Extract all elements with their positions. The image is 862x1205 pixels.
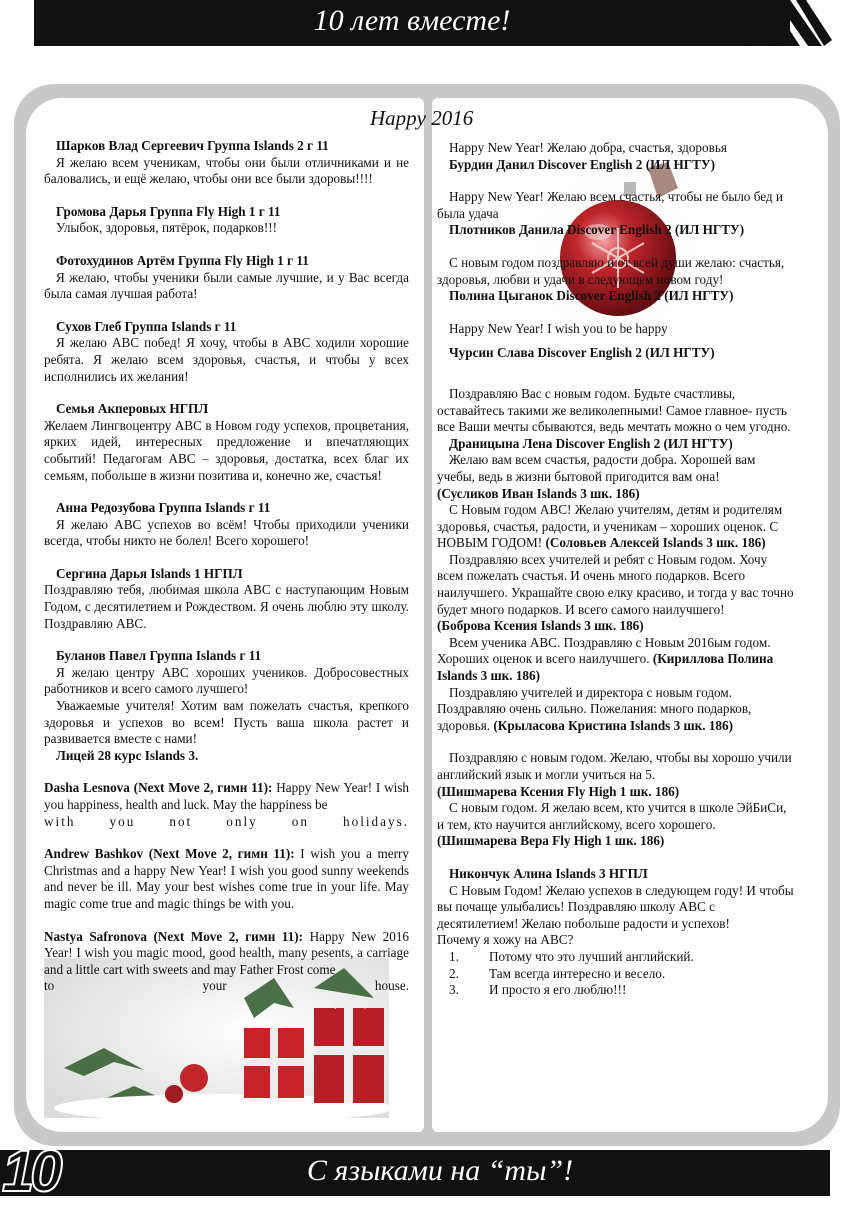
author-name: (Соловьев Алексей Islands 3 шк. 186) [545,535,766,551]
greeting-text: Happy New Year! Желаю добра, счастья, здоровья [449,140,727,155]
greeting-text: Я желаю АВС побед! Я хочу, чтобы в АВС ходили хорошие ребята. Я желаю всем здоровья, счастья, и чтобы у всех исполнились их желания! [44,335,409,384]
greeting-text: Поздравляю учителей и директора с новым годом. Поздравляю очень сильно. Пожелания: много подарков, здоровья. [437,684,752,733]
author-name: (Шишмарева Ксения Fly High 1 шк. 186) [437,783,680,799]
greeting-text: Happy New 2016 Year! I wish you magic mood, good health, many pesents, a carriage and a little cart with sweets and may Father Frost come [44,928,410,977]
author-name: Анна Редозубова Группа Islands г 11 [56,500,271,516]
greeting-text: Happy New Year! I wish you happiness, health and luck. May the happiness be [44,780,409,812]
author-name: Семья Акперовых НГПЛ [56,401,209,417]
page-number: 10 [2,1139,59,1204]
author-name: Чурсин Слава Discover English 2 (ИЛ НГТУ) [449,345,715,361]
greeting-text-tail: with you not only on holidays. [44,813,409,829]
greeting-text: Я желаю, чтобы ученики были самые лучшие, и у Вас всегда была самая лучшая работа! [44,269,409,302]
greeting-text: Уважаемые учителя! Хотим вам пожелать счастья, крепкого здоровья и успехов во всем! Пусть ваша школа растет и развивается вместе с нами! [44,698,409,747]
right-column [437,140,795,999]
author-name: Фотохудинов Артём Группа Fly High 1 г 11 [56,252,309,268]
greeting-text: Желаем Лингвоцентру АВС в Новом году успехов, процветания, ярких идей, интересных предложение и впечатляющих событий! Педагогам АВС – здоровья, достатка, всех благ их семьям, побольше в жизни позитива и, конечно же, счастья! [44,417,409,483]
author-name: Шарков Влад Сергеевич Группа Islands 2 г 11 [56,138,329,153]
author-name: Плотников Данила Discover English 2 (ИЛ НГТУ) [449,222,745,238]
author-name: Andrew Bashkov (Next Move 2, гимн 11): [44,846,295,862]
left-column [44,138,409,995]
question-text: Почему я хожу на АВС? [437,932,574,948]
greeting-text: Happy New Year! Желаю всем счастья, чтобы не было бед и была удача [437,189,783,221]
author-name: Сергина Дарья Islands 1 НГПЛ [56,565,243,581]
greeting-text: С Новым годом АВС! Желаю учителям, детям и родителям здоровья, счастья, радости, и ученикам – хороших оценок. С НОВЫМ ГОДОМ! [437,502,783,551]
footer-title: С языками на “ты”! [306,1154,574,1187]
greeting-text: Я желаю центру АВС хороших учеников. Добросовестных работников и всего самого лучшего! [44,664,409,697]
author-name: Полина Цыганок Discover English 2 (ИЛ НГТУ) [449,288,734,304]
author-name: Лицей 28 курс Islands 3. [56,747,199,763]
greeting-text: Поздравляю с новым годом. Желаю, чтобы вы хорошо учили английский язык и могли учиться на 5. [437,750,792,782]
greeting-text: Поздравляю Вас с новым годом. Будьте счастливы, оставайтесь такими же великолепными! Самое главное- пусть все Ваши мечты сбываются, ведь мечтать можно о чем угодно. [437,385,791,435]
corner-stripes-decoration [722,0,832,50]
greeting-text: С новым годом поздравляю и от всей души желаю: счастья, здоровья, любви и удачи в следующем новом году! [437,254,785,287]
author-name: Бурдин Данил Discover English 2 (ИЛ НГТУ) [449,156,715,172]
greeting-text: Поздравляю тебя, любимая школа АВС с наступающим Новым Годом, с десятилетием и Рождеством. Я очень люблю эту школу. Поздравляю АВС. [44,582,409,631]
greeting-text: Желаю вам всем счастья, радости добра. Хорошей вам учебы, ведь в жизни бытовой пригодится вам она! [437,452,756,484]
author-name: (Сусликов Иван Islands 3 шк. 186) [437,485,640,501]
greeting-text: Улыбок, здоровья, пятёрок, подарков!!! [56,220,278,236]
greeting-text: С Новым Годом! Желаю успехов в следующем году! И чтобы вы почаще улыбались! Поздравляю школу АВС с десятилетием! Желаю побольше радости и успехов! [437,882,794,931]
greeting-text: Всем ученика АВС. Поздравляю с Новым 2016ым годом. Хороших оценок и всего наилучшего. [437,634,771,667]
author-name: (Боброва Ксения Islands 3 шк. 186) [437,618,644,634]
greeting-text: Я желаю АВС успехов во всём! Чтобы приходили ученики всегда, чтобы никто не болел! Всего хорошего! [44,516,409,549]
author-name: Сухов Глеб Группа Islands г 11 [56,318,237,334]
list-item: 2. Там всегда интересно и весело. [449,965,666,981]
greeting-text-tail: to your house. [44,978,409,994]
author-name: Nastya Safronova (Next Move 2, гимн 11): [44,928,304,944]
author-name: Драницына Лена Discover English 2 (ИЛ НГТУ) [449,435,733,451]
author-name: Никончук Алина Islands 3 НГПЛ [449,865,648,881]
author-name: (Шишмарева Вера Fly High 1 шк. 186) [437,833,665,849]
greeting-text: I wish you a merry Christmas and a happy New Year! I wish you good sunny weekends and never be ill. May your best wishes come true in your life. May magic come true and magic things be with you. [44,846,409,911]
greeting-text: Я желаю всем ученикам, чтобы они были отличниками и не баловались, и ещё желаю, чтобы они все были здоровы!!!! [44,154,409,187]
author-name: Dasha Lesnova (Next Move 2, гимн 11): [44,780,273,796]
list-item: 3. И просто я его люблю!!! [449,982,627,998]
page-heading: Happy 2016 [370,106,474,130]
greeting-text: Happy New Year! I wish you to be happy [449,320,668,336]
greeting-text: Поздравляю всех учителей и ребят с Новым годом. Хочу всем пожелать счастья. И очень много подарков. Всего наилучшего. Украшайте свою елку красиво, и тогда у вас точно будет много подарков. И всего самого наилучшего! [437,551,794,617]
header-title: 10 лет вместе! [313,4,511,37]
author-name: (Крыласова Кристина Islands 3 шк. 186) [493,717,734,733]
greeting-text: С новым годом. Я желаю всем, кто учится в школе ЭйБиСи, и тем, кто научится английскому, всего хорошего. [437,800,787,832]
author-name: Громова Дарья Группа Fly High 1 г 11 [56,203,281,219]
author-name: (Кириллова Полина Islands 3 шк. 186) [437,651,774,684]
header-bar [34,0,790,46]
reasons-list [437,949,795,999]
author-name: Буланов Павел Группа Islands г 11 [56,648,262,664]
list-item: 1. Потому что это лучший английский. [449,948,694,964]
